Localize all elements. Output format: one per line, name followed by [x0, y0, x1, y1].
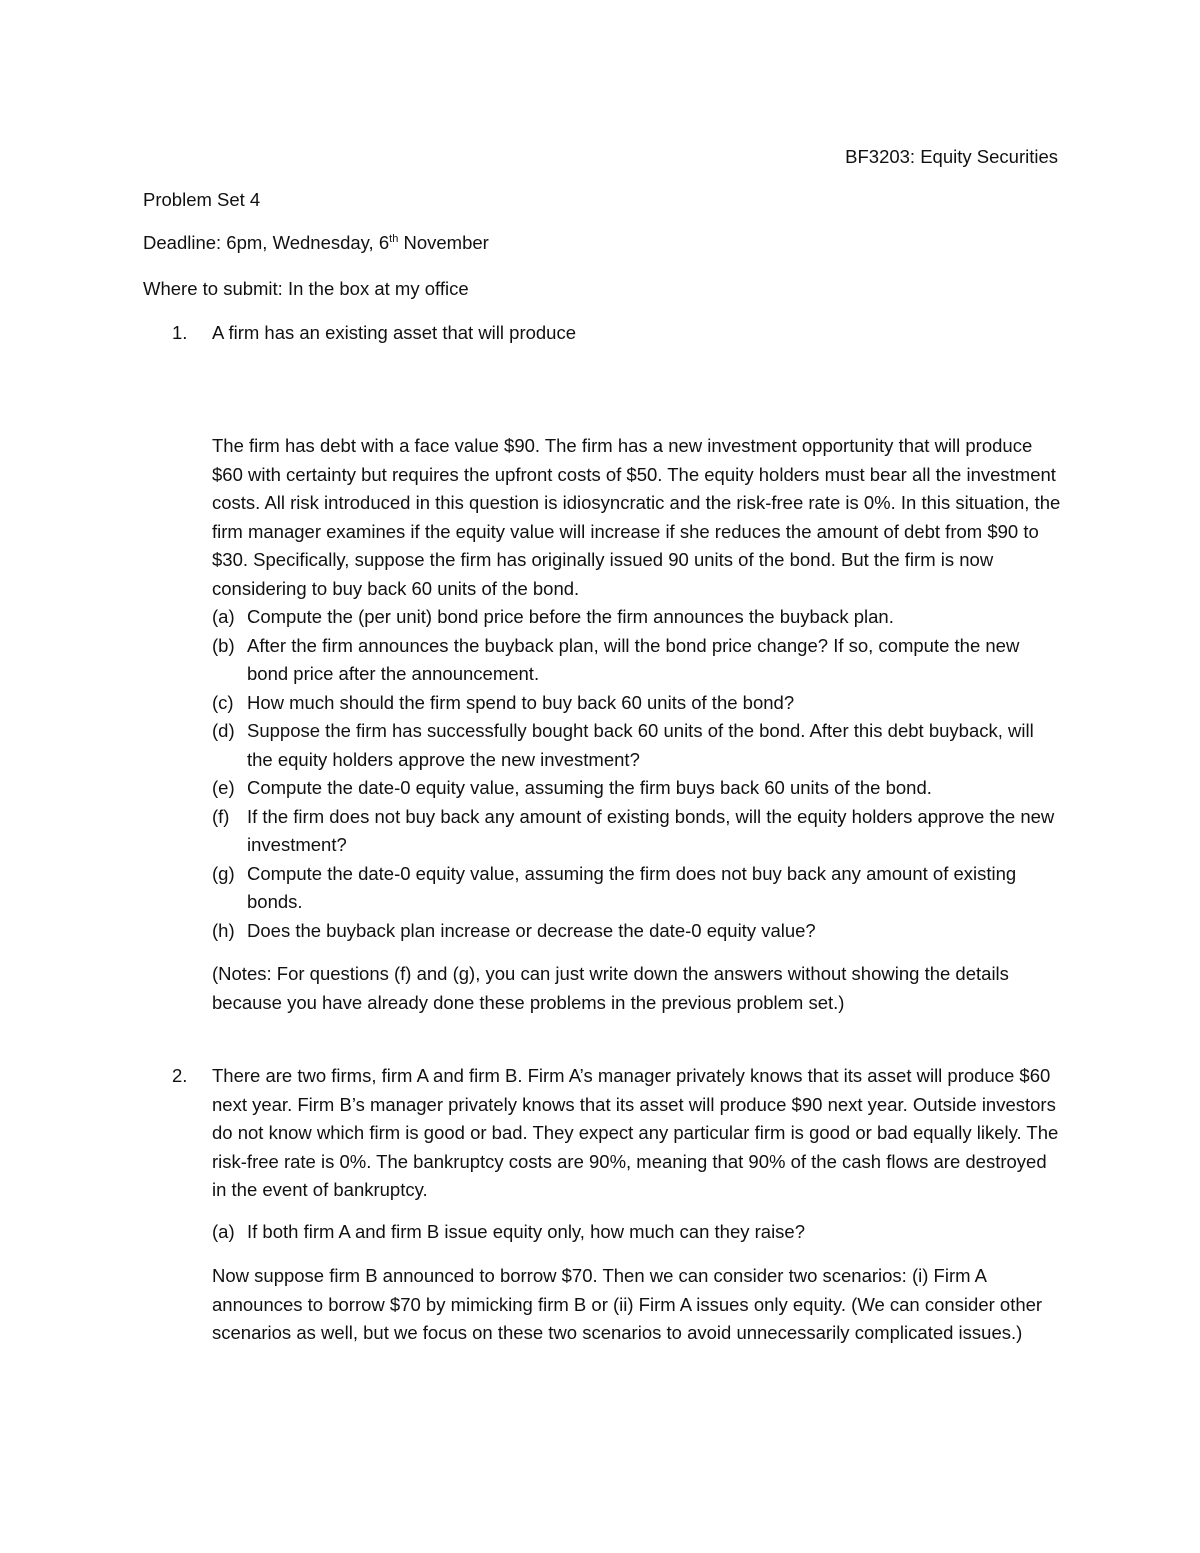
question-2-number: 2. [172, 1065, 188, 1086]
part-text: How much should the firm spend to buy back 60 units of the bond? [247, 691, 795, 713]
course-title: BF3203: Equity Securities [845, 146, 1058, 167]
question-2-paragraph: There are two firms, firm A and firm B. Firm A’s manager privately knows that its asset will produce $60 next year. Firm B’s manager privately knows that its asset will produce $90 next year. Outside investors do not know which firm is good or bad. They expect any particular firm is good or bad equally likely. The risk-free rate is 0%. The bankruptcy costs are 90%, meaning that 90% of the cash flows are destroyed in the event of bankruptcy. [212, 1065, 1059, 1200]
part-text: After the firm announces the buyback plan, will the bond price change? If so, compute the new bond price after the announcement. [247, 634, 1020, 684]
list-item [212, 717, 1062, 774]
part-text: Compute the (per unit) bond price before the firm announces the buyback plan. [247, 606, 894, 627]
part-tag: (e) [212, 777, 235, 798]
part-text: Compute the date-0 equity value, assuming the firm does not buy back any amount of existing bonds. [247, 862, 1017, 912]
deadline-line [143, 229, 489, 258]
part-text: Does the buyback plan increase or decrease the date-0 equity value? [247, 919, 816, 941]
question-1-paragraph: The firm has debt with a face value $90. The firm has a new investment opportunity that will produce $60 with certainty but requires the upfront costs of $50. The equity holders must bear all the investment costs. All risk introduced in this question is idiosyncratic and the risk-free rate is 0%. In this situation, the firm manager examines if the equity value will increase if she reduces the amount of debt from $90 to $30. Specifically, suppose the firm has originally issued 90 units of the bond. But the firm is now considering to buy back 60 units of the bond. [212, 435, 1061, 599]
part-text: Compute the date-0 equity value, assuming the firm buys back 60 units of the bond. [247, 777, 932, 798]
part-text: If the firm does not buy back any amount of existing bonds, will the equity holders approve the new investment? [247, 805, 1055, 855]
deadline-text: Deadline: 6pm, Wednesday, 6 [143, 232, 390, 253]
part-tag: (d) [212, 720, 235, 741]
question-1-lead: A firm has an existing asset that will produce [212, 322, 577, 343]
deadline-month: November [398, 232, 489, 253]
list-item [212, 774, 1062, 803]
part-tag: (a) [212, 606, 235, 627]
question-2-scenarios: Now suppose firm B announced to borrow $70. Then we can consider two scenarios: (i) Firm A announces to borrow $70 by mimicking firm B or (ii) Firm A issues only equity. (We can consider other scenarios as well, but we focus on these two scenarios to avoid unnecessarily complicated issues.) [212, 1265, 1043, 1343]
part-tag: (g) [212, 862, 235, 884]
part-tag: (h) [212, 919, 235, 941]
list-item [212, 860, 1062, 917]
list-item [212, 803, 1062, 860]
list-item [212, 632, 1062, 689]
question-2-parts [212, 1218, 1062, 1247]
question-1-notes: (Notes: For questions (f) and (g), you can just write down the answers without showing the details because you have already done these problems in the previous problem set.) [212, 963, 1009, 1013]
part-tag: (a) [212, 1221, 235, 1242]
part-text: Suppose the firm has successfully bought back 60 units of the bond. After this debt buyback, will the equity holders approve the new investment? [247, 720, 1034, 770]
question-1-parts [212, 603, 1062, 945]
problem-set-title: Problem Set 4 [143, 189, 261, 210]
question-1-number: 1. [172, 322, 188, 343]
list-item [212, 603, 1062, 632]
list-item [212, 1218, 1062, 1247]
part-tag: (f) [212, 805, 230, 827]
part-tag: (b) [212, 634, 235, 656]
list-item [212, 917, 1062, 946]
part-text: If both firm A and firm B issue equity only, how much can they raise? [247, 1221, 806, 1242]
deadline-superscript: th [389, 232, 399, 245]
list-item [212, 689, 1062, 718]
submit-instructions: Where to submit: In the box at my office [143, 278, 469, 299]
part-tag: (c) [212, 691, 234, 713]
